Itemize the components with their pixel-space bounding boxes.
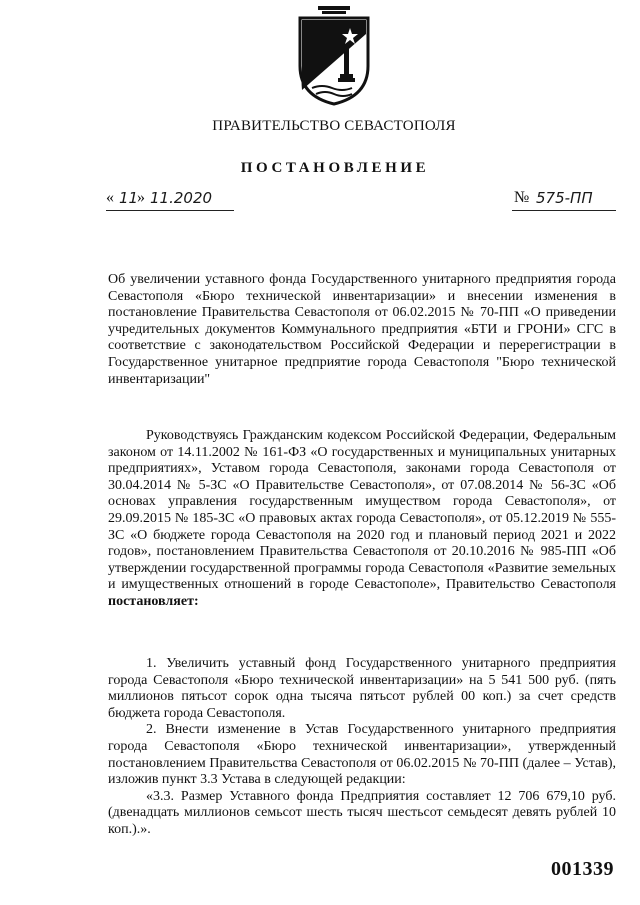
preamble-paragraph [108, 428, 616, 611]
preamble-text: Руководствуясь Гражданским кодексом Российской Федерации, Федеральным законом от 14.11.2002 № 161-ФЗ «О государственных и муниципальных унитарных предприятиях», Уставом города Севастополя, законами города Севастополя от 30.04.2014 № 5-ЗС «О Правительстве Севастополя», от 07.08.2014 № 56-ЗС «Об основах управления государственным имуществом города Севастополя», от 29.09.2015 № 185-ЗС «О правовых актах города Севастополя», от 05.12.2019 № 555-ЗС «О бюджете города Севастополя на 2020 год и плановый период 2021 и 2022 годов», постановлением Правительства Севастополя от 20.10.2016 № 985-ПП «Об утверждении государственной программы города Севастополя «Развитие земельных и имущественных отношений в городе Севастополе», Правительство Севастополя [108, 428, 616, 593]
serial-number: 001339 [551, 858, 614, 880]
decree-item-1: 1. Увеличить уставный фонд Государственного унитарного предприятия города Севастополя «Бюро технической инвентаризации» на 5 541 500 руб. (пять миллионов пятьсот сорок одна тысяча пятьсот рублей 00 коп.) за счет средств бюджета города Севастополя. [108, 656, 616, 721]
date-day: 11 [119, 189, 139, 207]
coat-of-arms-icon [292, 4, 376, 108]
date-open-quote: « [106, 189, 114, 206]
date-close-quote: » [137, 189, 145, 206]
number-field [512, 188, 616, 211]
decree-number: 575-ПП [536, 189, 593, 207]
document-title: ПОСТАНОВЛЕНИЕ [240, 160, 430, 176]
decree-items [108, 656, 616, 839]
decree-subject: Об увеличении уставного фонда Государственного унитарного предприятия города Севастополя «Бюро технической инвентаризации» и внесении изменения в постановление Правительства Севастополя от 06.02.2015 № 70-ПП «О приведении учредительных документов Коммунального предприятия «БТИ и ГРОНИ» СГС в соответствие с законодательством Российской Федерации и перерегистрации в Государственное унитарное предприятие города Севастополя "Бюро технической инвентаризации" [108, 272, 616, 387]
date-field [106, 188, 234, 211]
decides-word: постановляет: [108, 593, 199, 609]
date-month-year: 11.2020 [150, 189, 213, 207]
number-sign: № [514, 189, 530, 206]
charter-clause-quote: «3.3. Размер Уставного фонда Предприятия составляет 12 706 679,10 руб. (двенадцать миллионов семьсот шесть тысяч шестьсот семьдесят девять рублей 10 коп.).». [108, 788, 616, 837]
decree-item-2: 2. Внести изменение в Устав Государственного унитарного предприятия города Севастополя «Бюро технической инвентаризации», утвержденный постановлением Правительства Севастополя от 06.02.2015 № 70-ПП (далее – Устав), изложив пункт 3.3 Устава в следующей редакции: [108, 722, 616, 788]
government-name: ПРАВИТЕЛЬСТВО СЕВАСТОПОЛЯ [212, 118, 456, 134]
